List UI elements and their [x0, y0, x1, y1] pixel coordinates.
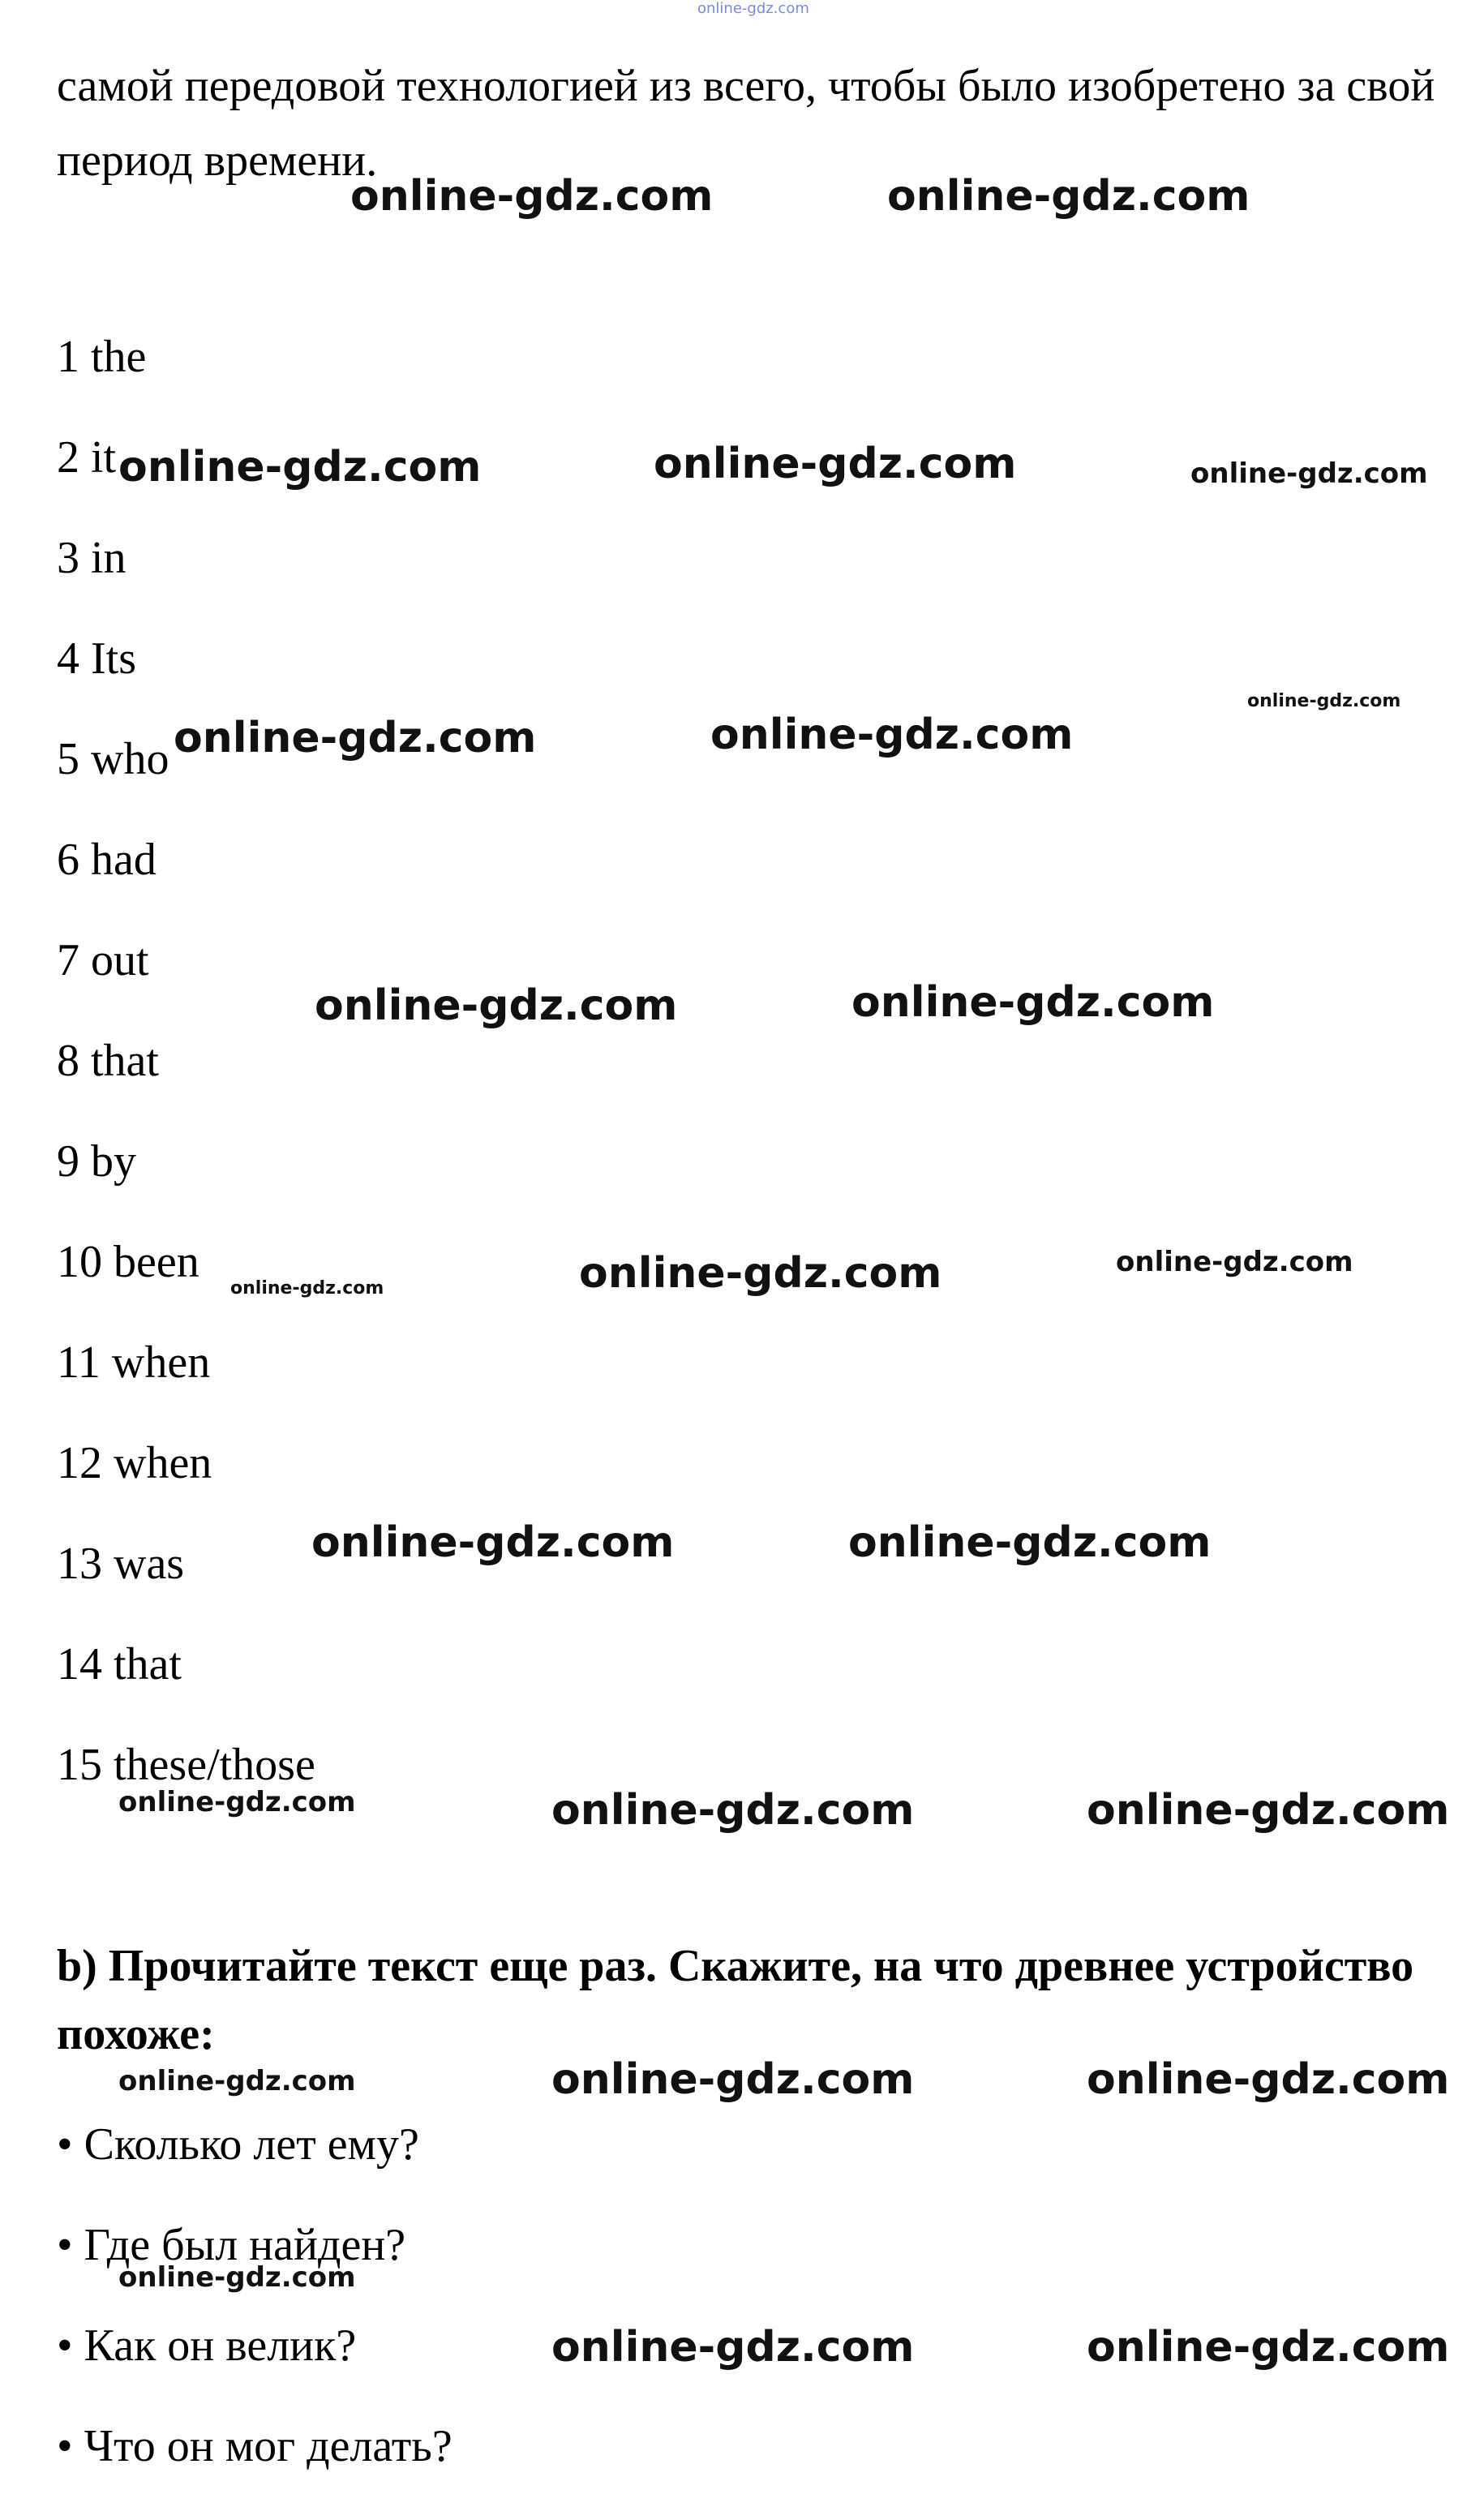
answer-item: 9 by [57, 1136, 136, 1187]
watermark: online-gdz.com [887, 172, 1250, 221]
watermark: online-gdz.com [1190, 457, 1428, 490]
answer-item: 13 was [57, 1539, 185, 1589]
watermark: online-gdz.com [579, 1249, 942, 1298]
watermark: online-gdz.com [851, 978, 1215, 1027]
watermark: online-gdz.com [118, 443, 482, 492]
question-item: • Как он велик? [57, 2320, 357, 2371]
watermark: online-gdz.com [1087, 1786, 1450, 1835]
watermark: online-gdz.com [710, 710, 1074, 759]
answer-item: 10 been [57, 1237, 199, 1287]
watermark: online-gdz.com [118, 2065, 356, 2097]
watermark: online-gdz.com [1247, 691, 1401, 711]
answer-item: 5 who [57, 734, 169, 784]
watermark: online-gdz.com [1087, 2323, 1450, 2372]
answer-item: 4 Its [57, 633, 136, 684]
watermark: online-gdz.com [1087, 2055, 1450, 2104]
answer-item: 8 that [57, 1036, 159, 1086]
answer-item: 11 when [57, 1337, 211, 1388]
watermark: online-gdz.com [118, 1786, 356, 1818]
answer-item: 6 had [57, 835, 157, 885]
watermark: online-gdz.com [551, 1786, 915, 1835]
answer-item: 15 these/those [57, 1740, 315, 1790]
top-watermark: online-gdz.com [697, 0, 809, 17]
answer-item: 14 that [57, 1639, 182, 1689]
watermark: online-gdz.com [311, 1518, 675, 1567]
watermark: online-gdz.com [1116, 1246, 1353, 1278]
answer-item: 7 out [57, 935, 149, 985]
answer-item: 1 the [57, 332, 147, 382]
task-b-heading: b) Прочитайте текст еще раз. Скажите, на что древнее устройство похоже: [57, 1941, 1414, 2059]
watermark: online-gdz.com [174, 714, 537, 762]
question-item: • Что он мог делать? [57, 2421, 452, 2471]
watermark: online-gdz.com [654, 440, 1017, 488]
question-item: • Где был найден? [57, 2220, 406, 2270]
watermark: online-gdz.com [315, 981, 678, 1030]
watermark: online-gdz.com [118, 2261, 356, 2294]
watermark: online-gdz.com [551, 2055, 915, 2104]
watermark: online-gdz.com [848, 1518, 1212, 1567]
answer-item: 3 in [57, 533, 127, 583]
answer-item: 12 when [57, 1438, 212, 1488]
intro-paragraph: самой передовой технологией из всего, чтобы было изобретено за свой период времени. [57, 61, 1435, 186]
watermark: online-gdz.com [230, 1278, 384, 1299]
question-item: • Сколько лет ему? [57, 2119, 419, 2170]
watermark: online-gdz.com [551, 2323, 915, 2372]
watermark: online-gdz.com [350, 172, 714, 221]
answer-item: 2 it [57, 432, 117, 483]
